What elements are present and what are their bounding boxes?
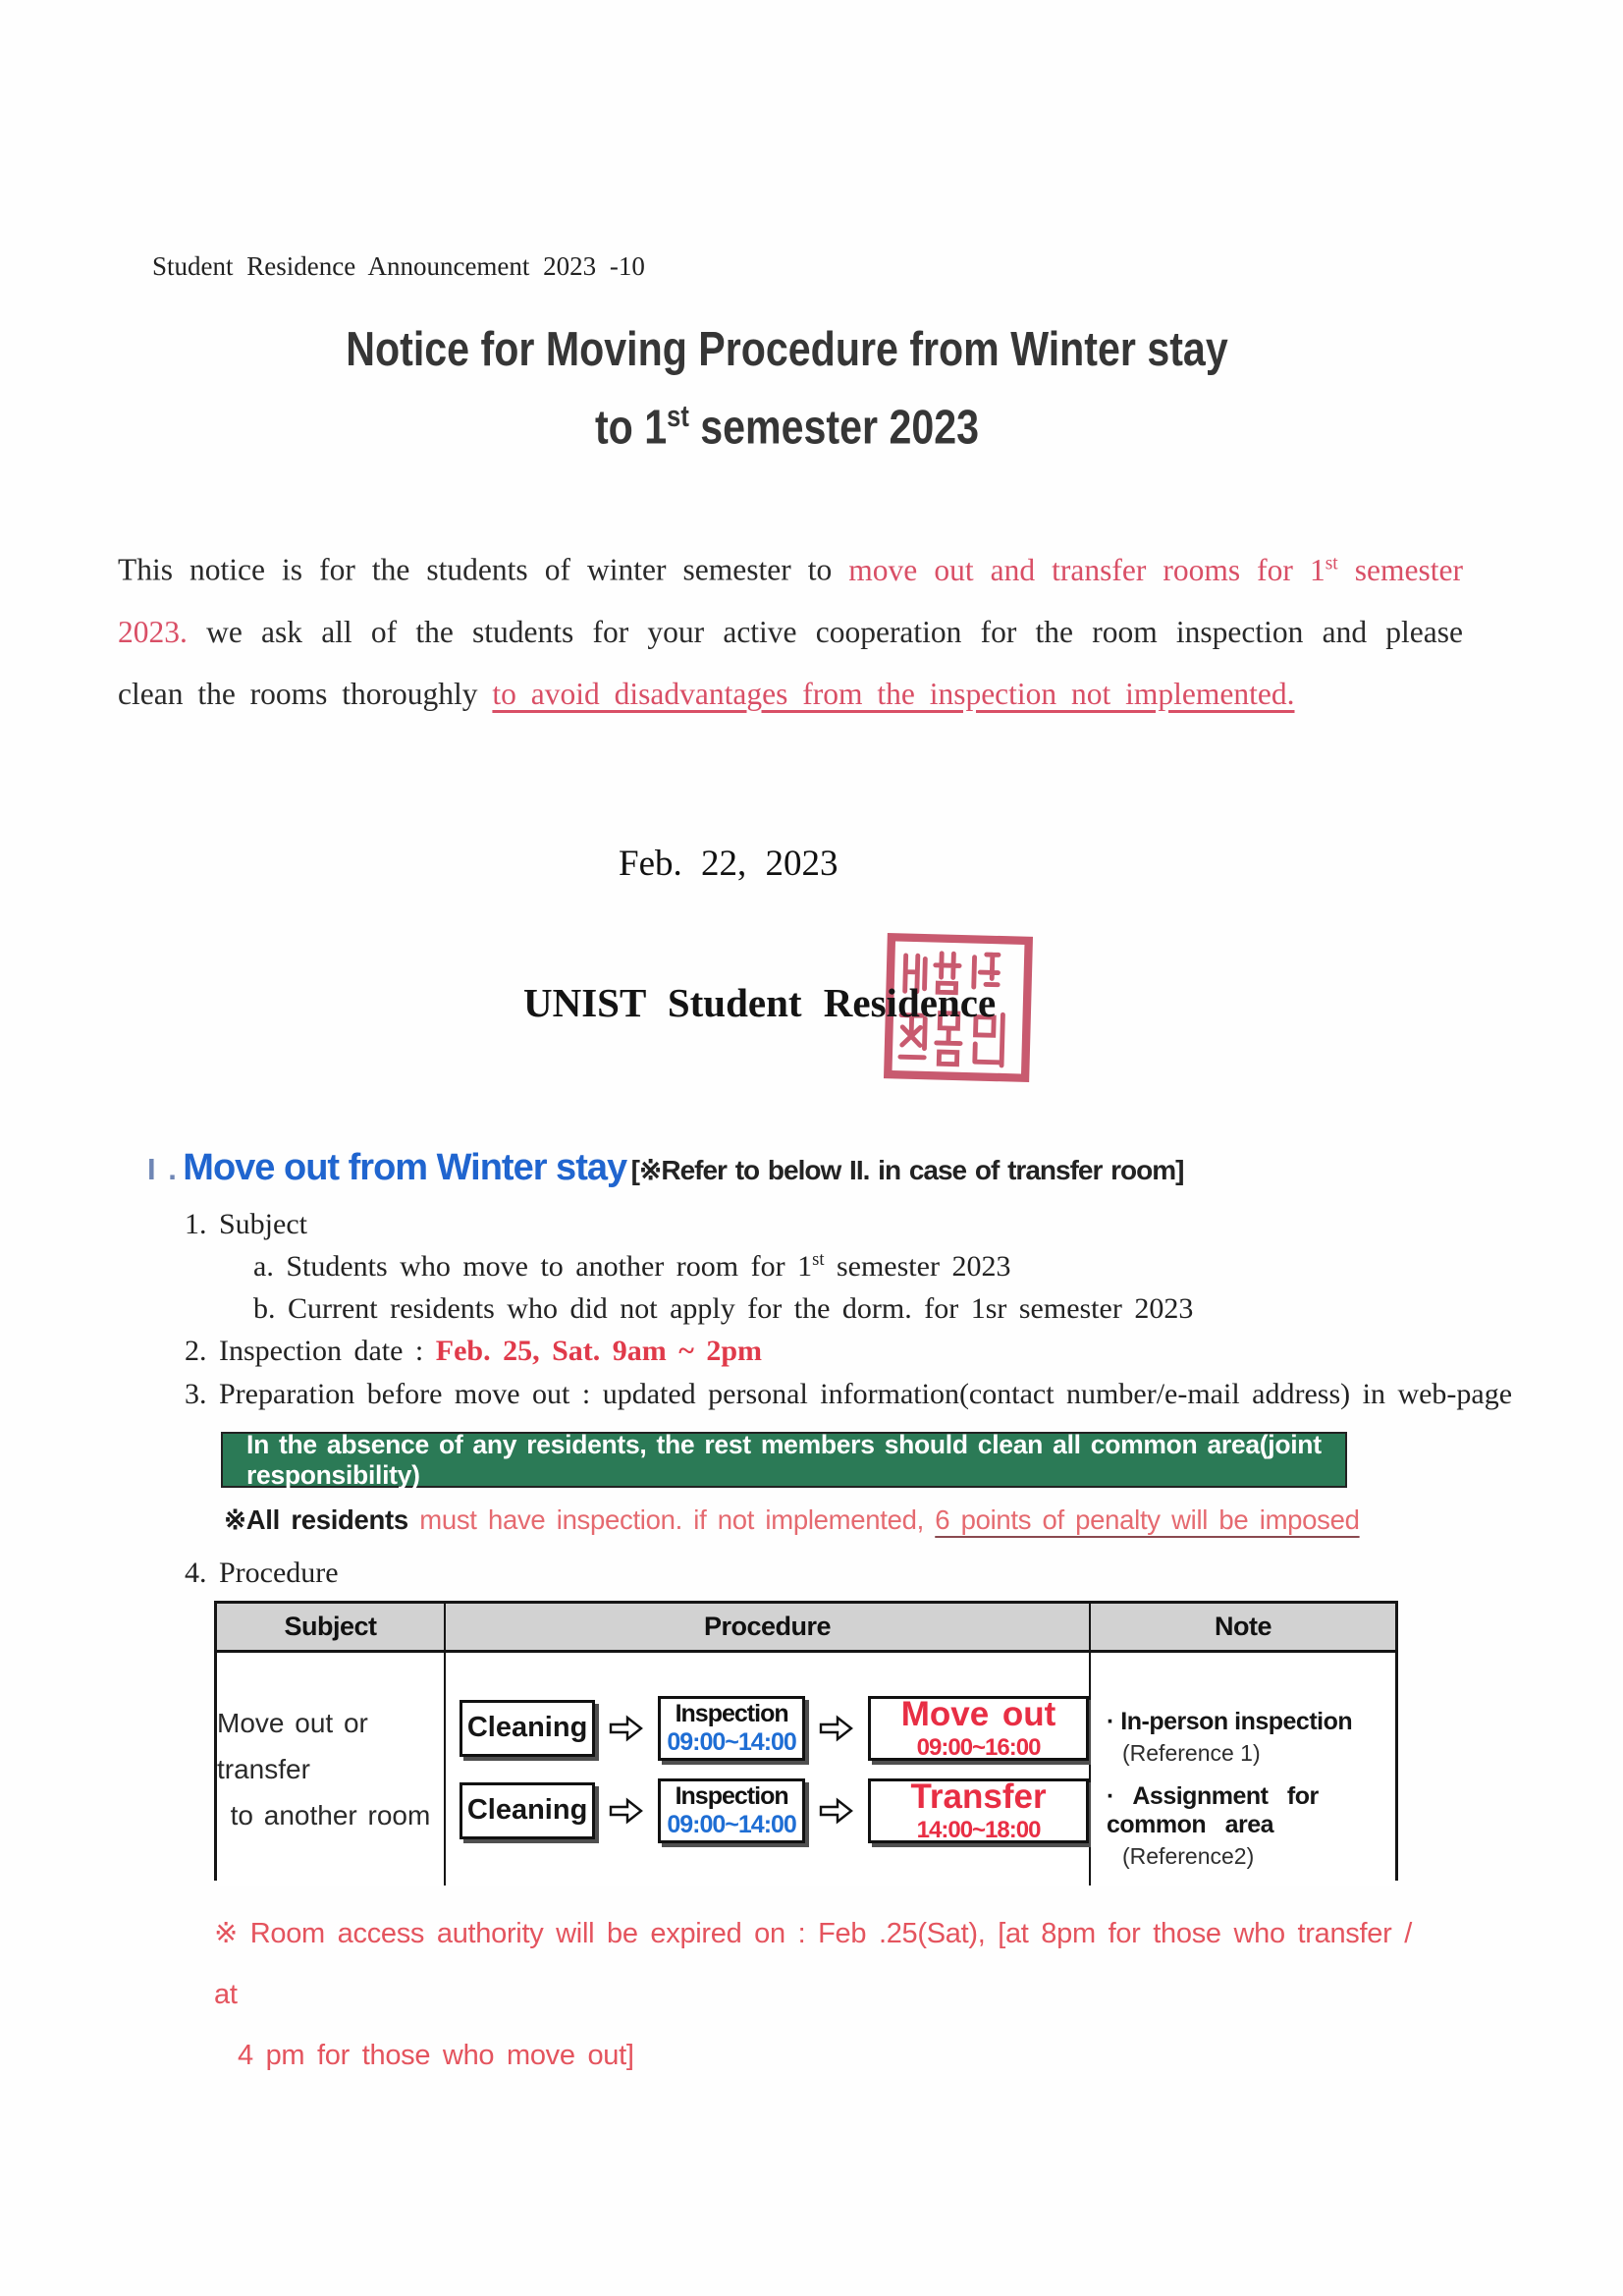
page-title (0, 316, 1598, 461)
list-item-1-subject: 1. Subject (185, 1208, 307, 1240)
right-arrow-icon (609, 1796, 644, 1826)
list-item-4-procedure: 4. Procedure (185, 1557, 339, 1589)
right-arrow-icon (609, 1714, 644, 1743)
table-cell-subject: Move out or transfer to another room (217, 1653, 446, 1886)
note-item-inspection: · In-person inspection (Reference 1) (1107, 1708, 1353, 1766)
penalty-note: ※All residents must have inspection. if not implemented, 6 points of penalty will be imposed (224, 1504, 1360, 1535)
right-arrow-icon (819, 1796, 854, 1826)
notice-date: Feb. 22, 2023 (619, 844, 839, 884)
title-line-2: to 1st semester 2023 (594, 400, 980, 455)
intro-red-phrase: move out and transfer rooms for 1st semester 2023. (118, 552, 1463, 649)
intro-red-underlined-phrase: to avoid disadvantages from the inspection not implemented. (492, 676, 1295, 711)
list-item-3-preparation: 3. Preparation before move out : updated personal information(contact number/e-mail address) in web-page (185, 1378, 1513, 1410)
list-item-1a: a. Students who move to another room for 1st semester 2023 (253, 1249, 1011, 1283)
flow-row-move-out (460, 1696, 1089, 1761)
doc-number: Student Residence Announcement 2023 -10 (152, 251, 645, 281)
table-cell-note (1091, 1653, 1395, 1886)
signature: UNIST Student Residence (523, 980, 997, 1025)
intro-paragraph: This notice is for the students of winter semester to move out and transfer rooms for 1st semester 2023. we ask all of the students for your active cooperation for the room inspection and please clean the rooms thoroughly to avoid disadvantages from the inspection not implemented. (118, 552, 1463, 711)
table-header-subject: Subject (217, 1604, 446, 1653)
step-box-cleaning: Cleaning (460, 1700, 595, 1757)
step-box-move-out: Move out 09:00~16:00 (868, 1696, 1089, 1761)
list-item-2-inspection-date: 2. Inspection date : Feb. 25, Sat. 9am ~ 2pm (185, 1335, 763, 1367)
section-1-numeral: I . (147, 1152, 179, 1186)
step-box-inspection: Inspection 09:00~14:00 (658, 1778, 805, 1843)
title-line-1: Notice for Moving Procedure from Winter stay (346, 323, 1228, 376)
joint-responsibility-banner: In the absence of any residents, the rest members should clean all common area(joint responsibility) (221, 1432, 1347, 1488)
list-item-1b: b. Current residents who did not apply for the dorm. for 1sr semester 2023 (253, 1292, 1194, 1325)
step-box-cleaning: Cleaning (460, 1782, 595, 1839)
section-1-bracket-note: [※Refer to below II. in case of transfer room] (630, 1155, 1184, 1185)
step-box-transfer: Transfer 14:00~18:00 (868, 1778, 1089, 1843)
table-cell-procedure (446, 1653, 1091, 1886)
penalty-underlined: 6 points of penalty will be imposed (935, 1504, 1360, 1535)
section-1-title: Move out from Winter stay (183, 1147, 627, 1188)
step-box-inspection: Inspection 09:00~14:00 (658, 1696, 805, 1761)
table-header-note: Note (1091, 1604, 1395, 1653)
procedure-table (214, 1601, 1398, 1881)
inspection-date-value: Feb. 25, Sat. 9am ~ 2pm (435, 1335, 763, 1367)
right-arrow-icon (819, 1714, 854, 1743)
flow-row-transfer (460, 1778, 1089, 1843)
section-1-heading (147, 1147, 1183, 1189)
note-item-assignment: · Assignment for common area (Reference2) (1107, 1782, 1319, 1869)
room-access-expiry-note: ※ Room access authority will be expired on : Feb .25(Sat), [at 8pm for those who transfer / at 4 pm for those who move out] (214, 1918, 1412, 2071)
table-header-procedure: Procedure (446, 1604, 1091, 1653)
